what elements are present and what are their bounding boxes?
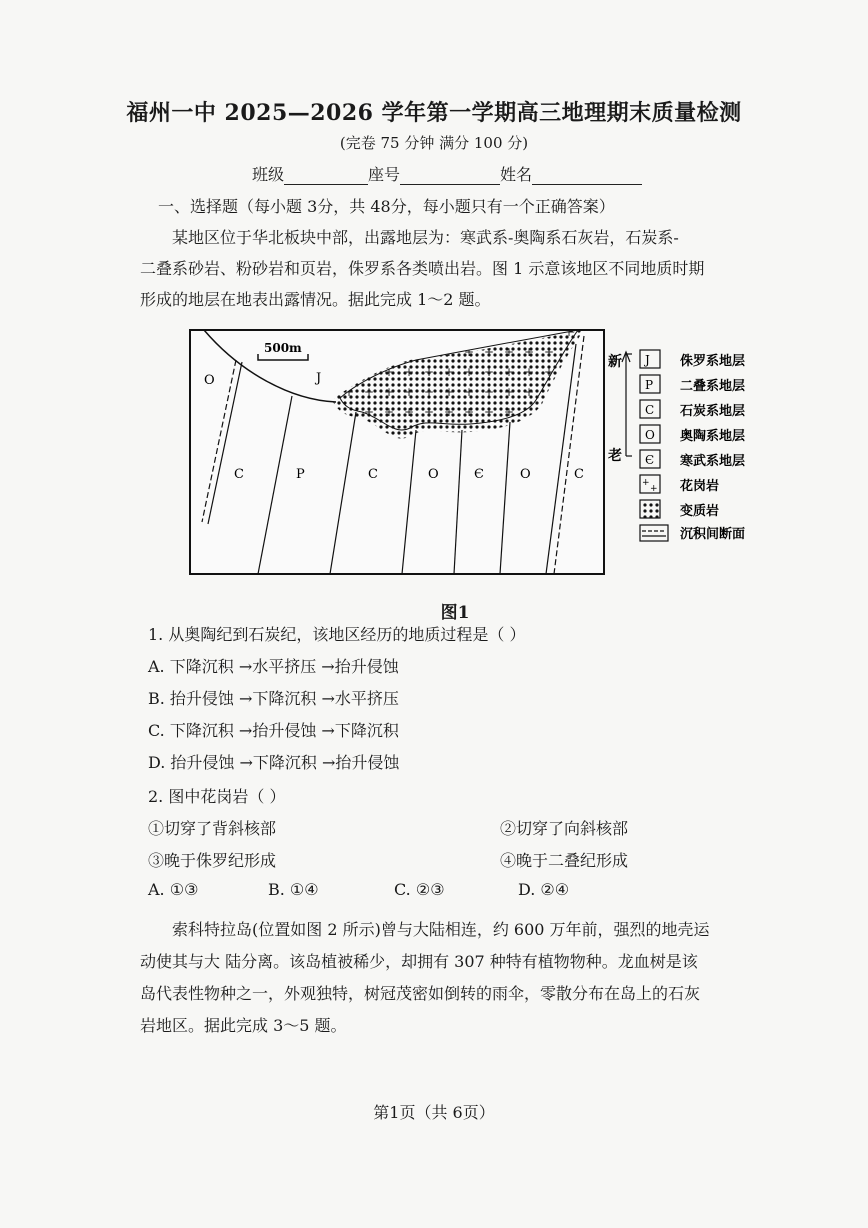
- question-2-option-c[interactable]: C. ②③: [394, 880, 445, 899]
- geologic-map-figure: [180, 322, 780, 578]
- map-label-carboniferous: C: [234, 467, 244, 482]
- question-2-statement-3: ③晚于侏罗纪形成: [148, 851, 277, 870]
- granite-symbol: +: [642, 478, 650, 488]
- legend-symbol-ordovician: O: [645, 428, 655, 442]
- passage-2: [140, 914, 760, 1042]
- map-label-ordovician: O: [428, 467, 439, 482]
- question-2-option-a[interactable]: A. ①③: [148, 880, 199, 899]
- granite-symbol: +: [650, 484, 658, 494]
- page-number: 第1页（共 6页）: [373, 1103, 495, 1122]
- legend-label-metamorphic: 变质岩: [680, 504, 720, 519]
- seat-field[interactable]: [400, 166, 500, 185]
- legend-symbol-jurassic: J: [645, 353, 650, 367]
- passage-1: [140, 222, 760, 315]
- legend-label-cambrian: 寒武系地层: [680, 454, 746, 469]
- map-label-permian: P: [296, 467, 305, 482]
- question-1-option-a[interactable]: A. 下降沉积 →水平挤压 →抬升侵蚀: [148, 657, 399, 676]
- passage-line: 形成的地层在地表出露情况。据此完成 1～2 题。: [140, 290, 491, 309]
- map-label-jurassic: J: [316, 371, 322, 386]
- legend-label-carboniferous: 石炭系地层: [680, 404, 746, 419]
- legend-symbol-carboniferous: C: [645, 403, 655, 417]
- question-2-statement-2: ②切穿了向斜核部: [500, 819, 629, 838]
- question-2-stem: 2. 图中花岗岩（ ）: [148, 787, 286, 806]
- name-label: 姓名: [500, 165, 533, 184]
- question-2-statement-4: ④晚于二叠纪形成: [500, 851, 629, 870]
- question-1-option-c[interactable]: C. 下降沉积 →抬升侵蚀 →下降沉积: [148, 721, 399, 740]
- map-frame: [190, 330, 604, 574]
- class-label: 班级: [252, 165, 285, 184]
- question-1-stem: 1. 从奥陶纪到石炭纪，该地区经历的地质过程是（ ）: [148, 625, 526, 644]
- legend-age-new: 新: [608, 354, 622, 370]
- passage-line: 动使其与大 陆分离。该岛植被稀少，却拥有 307 种特有植物物种。龙血树是该: [140, 952, 698, 971]
- figure-legend: [608, 350, 745, 542]
- exam-duration: (完卷 75 分钟 满分 100 分): [339, 134, 529, 152]
- page-title: 福州一中 2025—2026 学年第一学期高三地理期末质量检测: [126, 100, 742, 126]
- section-heading: 一、选择题（每小题 3分，共 48分，每小题只有一个正确答案）: [158, 197, 615, 216]
- map-label-carboniferous: C: [368, 467, 378, 482]
- class-field[interactable]: [284, 166, 368, 185]
- passage-line: 索科特拉岛(位置如图 2 所示)曾与大陆相连，约 600 万年前，强烈的地壳运: [172, 920, 710, 939]
- name-field[interactable]: [532, 166, 642, 185]
- legend-symbol-permian: P: [645, 378, 654, 392]
- figure-caption: 图1: [440, 603, 470, 623]
- question-2-statement-1: ①切穿了背斜核部: [148, 819, 277, 838]
- question-2-option-d[interactable]: D. ②④: [518, 880, 570, 899]
- scale-bar-label: 500m: [264, 341, 302, 355]
- legend-label-unconformity: 沉积间断面: [680, 527, 746, 542]
- map-label-ordovician: O: [204, 373, 215, 388]
- legend-swatch-jurassic: [640, 350, 660, 368]
- passage-line: 岛代表性物种之一，外观独特，树冠茂密如倒转的雨伞，零散分布在岛上的石灰: [140, 984, 701, 1003]
- legend-swatch-metamorphic: [640, 500, 660, 518]
- map-label-ordovician: O: [520, 467, 531, 482]
- legend-label-granite: 花岗岩: [680, 479, 720, 494]
- question-1-option-d[interactable]: D. 抬升侵蚀 →下降沉积 →抬升侵蚀: [148, 753, 400, 772]
- passage-line: 二叠系砂岩、粉砂岩和页岩，侏罗系各类喷出岩。图 1 示意该地区不同地质时期: [140, 259, 705, 278]
- legend-label-permian: 二叠系地层: [680, 379, 746, 394]
- student-info-line: [252, 162, 642, 185]
- passage-line: 某地区位于华北板块中部，出露地层为：寒武系-奥陶系石灰岩，石炭系-: [172, 228, 679, 247]
- question-2-option-b[interactable]: B. ①④: [268, 880, 319, 899]
- question-1-option-b[interactable]: B. 抬升侵蚀 →下降沉积 →水平挤压: [148, 689, 399, 708]
- legend-label-ordovician: 奥陶系地层: [680, 429, 746, 444]
- legend-age-old: 老: [608, 448, 622, 464]
- passage-line: 岩地区。据此完成 3～5 题。: [140, 1016, 347, 1035]
- legend-swatch-unconformity: [640, 525, 668, 541]
- map-label-carboniferous: C: [574, 467, 584, 482]
- legend-symbol-cambrian: Є: [645, 453, 655, 467]
- map-label-cambrian: Є: [474, 467, 484, 482]
- legend-label-jurassic: 侏罗系地层: [680, 354, 746, 369]
- seat-label: 座号: [368, 165, 401, 184]
